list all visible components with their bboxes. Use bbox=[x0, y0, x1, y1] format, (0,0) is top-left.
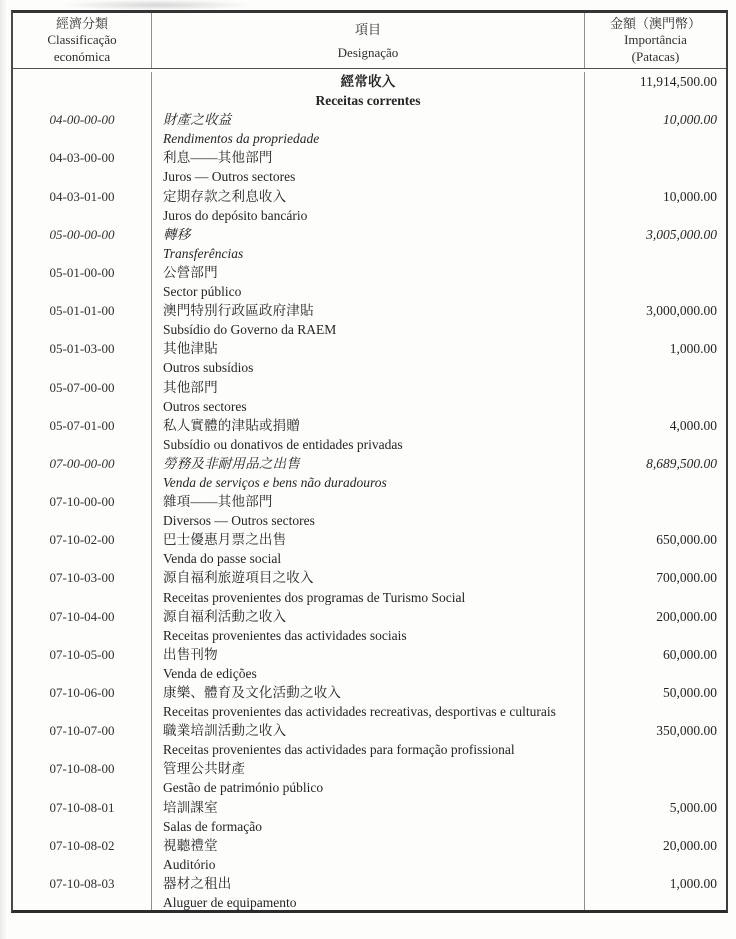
row-amount-cell bbox=[585, 148, 726, 186]
row-amount: 4,000.00 bbox=[669, 417, 717, 433]
row-code: 07-10-00-00 bbox=[49, 494, 115, 510]
row-amount bbox=[585, 759, 717, 778]
row-amount: 200,000.00 bbox=[656, 608, 717, 624]
table-row bbox=[13, 187, 726, 225]
row-amount-cell bbox=[585, 607, 726, 645]
section-title-pt: Receitas correntes bbox=[315, 93, 421, 109]
row-code-cell bbox=[13, 416, 152, 454]
row-designation-pt: Transferências bbox=[163, 245, 244, 261]
row-designation-zh: 財產之收益 bbox=[163, 112, 232, 128]
row-designation-zh: 轉移 bbox=[163, 226, 191, 242]
header-col2-line1: 項目 bbox=[354, 21, 381, 37]
row-code: 05-07-00-00 bbox=[49, 379, 115, 395]
row-designation-cell bbox=[152, 683, 585, 721]
row-designation-zh: 勞務及非耐用品之出售 bbox=[163, 455, 300, 471]
row-amount: 5,000.00 bbox=[669, 799, 717, 815]
table-row bbox=[13, 874, 726, 910]
row-designation-zh: 培訓課室 bbox=[163, 799, 218, 815]
row-designation-zh: 視聽禮堂 bbox=[163, 837, 218, 853]
row-designation-cell bbox=[152, 874, 585, 910]
table-row bbox=[13, 416, 726, 454]
row-amount: 1,000.00 bbox=[669, 875, 717, 891]
row-code-cell bbox=[13, 759, 152, 797]
row-amount: 60,000.00 bbox=[663, 646, 717, 662]
row-code-cell bbox=[13, 607, 152, 645]
row-code: 07-10-08-01 bbox=[49, 799, 115, 815]
row-designation-cell bbox=[152, 148, 585, 186]
header-col1-line2: Classificação bbox=[47, 32, 117, 48]
row-amount: 10,000.00 bbox=[663, 112, 717, 128]
row-code-cell bbox=[13, 683, 152, 721]
row-code-cell bbox=[13, 568, 152, 606]
row-designation-zh: 職業培訓活動之收入 bbox=[163, 723, 287, 739]
row-designation-pt: Receitas provenientes dos programas de Turismo Social bbox=[163, 589, 466, 605]
row-designation-pt: Receitas provenientes das actividades para formação profissional bbox=[163, 742, 515, 758]
header-designation bbox=[152, 13, 585, 68]
row-code: 05-00-00-00 bbox=[49, 226, 115, 242]
row-designation-pt: Juros — Outros sectores bbox=[163, 169, 296, 185]
row-code: 05-01-03-00 bbox=[49, 341, 115, 357]
row-code: 05-01-01-00 bbox=[49, 303, 115, 319]
row-designation-cell bbox=[152, 492, 585, 530]
row-designation-zh: 出售刊物 bbox=[163, 646, 218, 662]
row-code: 05-01-00-00 bbox=[49, 264, 115, 280]
table-row bbox=[13, 607, 726, 645]
row-designation-cell bbox=[152, 187, 585, 225]
section-designation-cell bbox=[152, 72, 585, 110]
row-designation-pt: Gestão de património público bbox=[163, 780, 324, 796]
row-designation-cell bbox=[152, 301, 585, 339]
row-designation-zh: 源自福利旅遊項目之收入 bbox=[163, 570, 314, 586]
row-amount-cell bbox=[585, 492, 726, 530]
row-designation-pt: Outros sectores bbox=[163, 398, 247, 414]
header-col3-line1: 金額（澳門幣） bbox=[609, 15, 701, 31]
row-designation-zh: 康樂、體育及文化活動之收入 bbox=[163, 685, 342, 700]
table-row bbox=[13, 568, 726, 606]
row-designation-zh: 澳門特別行政區政府津貼 bbox=[163, 303, 314, 319]
row-designation-pt: Venda de serviços e bens não duradouros bbox=[163, 474, 387, 490]
row-amount bbox=[585, 263, 717, 282]
row-designation-pt: Juros do depósito bancário bbox=[163, 207, 308, 223]
row-designation-cell bbox=[152, 568, 585, 606]
row-amount: 650,000.00 bbox=[656, 532, 717, 548]
row-amount-cell bbox=[585, 798, 726, 836]
row-amount-cell bbox=[585, 568, 726, 606]
row-code-cell bbox=[13, 874, 152, 910]
table-row bbox=[13, 454, 726, 492]
table-row bbox=[13, 530, 726, 568]
row-amount bbox=[585, 148, 717, 167]
row-code: 07-00-00-00 bbox=[49, 455, 115, 471]
row-amount-cell bbox=[585, 110, 726, 148]
row-amount-cell bbox=[585, 339, 726, 377]
row-designation-cell bbox=[152, 645, 585, 683]
row-amount: 3,000,000.00 bbox=[646, 303, 717, 319]
table-row bbox=[13, 492, 726, 530]
row-code: 04-03-01-00 bbox=[49, 188, 115, 204]
row-designation-zh: 管理公共財產 bbox=[163, 761, 246, 777]
row-code: 07-10-08-03 bbox=[49, 875, 115, 891]
row-amount-cell bbox=[585, 378, 726, 416]
row-code: 07-10-03-00 bbox=[49, 570, 115, 586]
row-designation-pt: Venda do passe social bbox=[163, 551, 282, 567]
row-designation-cell bbox=[152, 263, 585, 301]
table-body bbox=[13, 69, 726, 910]
row-code-cell bbox=[13, 836, 152, 874]
row-amount-cell bbox=[585, 759, 726, 797]
row-code: 07-10-06-00 bbox=[49, 685, 115, 700]
row-designation-pt: Diversos — Outros sectores bbox=[163, 513, 315, 529]
table-row bbox=[13, 263, 726, 301]
table-row bbox=[13, 339, 726, 377]
row-designation-cell bbox=[152, 721, 585, 759]
row-amount-cell bbox=[585, 721, 726, 759]
table-header bbox=[13, 13, 726, 69]
row-designation-zh: 其他部門 bbox=[163, 379, 218, 395]
row-designation-zh: 公營部門 bbox=[163, 264, 218, 280]
section-amount-cell bbox=[585, 72, 726, 110]
header-economic-classification bbox=[13, 13, 152, 68]
row-designation-zh: 巴士優惠月票之出售 bbox=[163, 532, 287, 548]
row-code-cell bbox=[13, 378, 152, 416]
header-col3-line3: (Patacas) bbox=[631, 48, 680, 64]
row-designation-cell bbox=[152, 454, 585, 492]
row-designation-pt: Receitas provenientes das actividades recreativas, desportivas e culturais bbox=[163, 704, 556, 720]
row-code-cell bbox=[13, 492, 152, 530]
table-row bbox=[13, 148, 726, 186]
row-code-cell bbox=[13, 225, 152, 263]
table-row bbox=[13, 225, 726, 263]
section-amount: 11,914,500.00 bbox=[639, 74, 717, 89]
row-designation-zh: 私人實體的津貼或捐贈 bbox=[163, 417, 300, 433]
row-code-cell bbox=[13, 187, 152, 225]
row-code-cell bbox=[13, 645, 152, 683]
row-code: 07-10-05-00 bbox=[49, 646, 115, 662]
row-designation-cell bbox=[152, 759, 585, 797]
row-code-cell bbox=[13, 721, 152, 759]
row-designation-pt: Subsídio do Governo da RAEM bbox=[163, 322, 337, 338]
row-designation-cell bbox=[152, 110, 585, 148]
row-designation-zh: 其他津貼 bbox=[163, 341, 218, 357]
row-code-cell bbox=[13, 798, 152, 836]
row-amount bbox=[585, 378, 717, 397]
row-code: 04-00-00-00 bbox=[49, 112, 115, 128]
table-row bbox=[13, 110, 726, 148]
row-code-cell bbox=[13, 148, 152, 186]
row-designation-cell bbox=[152, 339, 585, 377]
row-code: 05-07-01-00 bbox=[49, 417, 115, 433]
row-amount: 8,689,500.00 bbox=[646, 455, 717, 471]
row-amount: 1,000.00 bbox=[669, 341, 717, 357]
row-designation-pt: Salas de formação bbox=[163, 818, 262, 834]
header-col2-line2: Designação bbox=[337, 44, 399, 60]
row-amount-cell bbox=[585, 683, 726, 721]
row-code: 04-03-00-00 bbox=[49, 150, 115, 166]
table-row bbox=[13, 683, 726, 721]
row-designation-zh: 雜項——其他部門 bbox=[163, 494, 273, 510]
row-designation-zh: 利息——其他部門 bbox=[163, 150, 273, 166]
row-amount: 50,000.00 bbox=[663, 685, 717, 700]
section-title-row bbox=[13, 72, 726, 110]
row-code: 07-10-04-00 bbox=[49, 608, 115, 624]
row-designation-cell bbox=[152, 378, 585, 416]
row-amount: 20,000.00 bbox=[663, 837, 717, 853]
table-row bbox=[13, 645, 726, 683]
row-amount: 700,000.00 bbox=[656, 570, 717, 586]
row-amount: 350,000.00 bbox=[656, 723, 717, 739]
row-code-cell bbox=[13, 301, 152, 339]
table-row bbox=[13, 759, 726, 797]
row-code-cell bbox=[13, 454, 152, 492]
row-code: 07-10-08-00 bbox=[49, 761, 115, 777]
row-amount: 3,005,000.00 bbox=[646, 226, 717, 242]
row-code-cell bbox=[13, 263, 152, 301]
row-designation-cell bbox=[152, 530, 585, 568]
row-designation-pt: Subsídio ou donativos de entidades privadas bbox=[163, 436, 403, 452]
row-designation-cell bbox=[152, 225, 585, 263]
row-amount-cell bbox=[585, 416, 726, 454]
row-designation-zh: 源自福利活動之收入 bbox=[163, 608, 287, 624]
table-row bbox=[13, 378, 726, 416]
table-row bbox=[13, 721, 726, 759]
row-designation-cell bbox=[152, 416, 585, 454]
row-amount-cell bbox=[585, 225, 726, 263]
header-amount bbox=[585, 13, 726, 68]
row-designation-pt: Aluguer de equipamento bbox=[163, 895, 297, 910]
row-code: 07-10-02-00 bbox=[49, 532, 115, 548]
row-amount-cell bbox=[585, 263, 726, 301]
row-designation-zh: 器材之租出 bbox=[163, 875, 232, 891]
table-row bbox=[13, 836, 726, 874]
row-code-cell bbox=[13, 530, 152, 568]
row-code: 07-10-07-00 bbox=[49, 723, 115, 739]
row-designation-cell bbox=[152, 836, 585, 874]
table-row bbox=[13, 798, 726, 836]
row-code: 07-10-08-02 bbox=[49, 837, 115, 853]
section-title-zh: 經常收入 bbox=[340, 74, 396, 89]
row-amount-cell bbox=[585, 645, 726, 683]
row-designation-pt: Rendimentos da propriedade bbox=[163, 131, 320, 147]
header-col1-line1: 經濟分類 bbox=[55, 15, 108, 31]
row-code-cell bbox=[13, 110, 152, 148]
section-code-cell bbox=[13, 72, 152, 110]
row-designation-zh: 定期存款之利息收入 bbox=[163, 188, 287, 204]
row-amount-cell bbox=[585, 454, 726, 492]
row-designation-pt: Auditório bbox=[163, 856, 216, 872]
row-amount-cell bbox=[585, 187, 726, 225]
row-designation-pt: Venda de edições bbox=[163, 665, 257, 681]
table-row bbox=[13, 301, 726, 339]
row-designation-pt: Receitas provenientes das actividades sociais bbox=[163, 627, 407, 643]
row-designation-cell bbox=[152, 607, 585, 645]
row-amount-cell bbox=[585, 874, 726, 910]
row-amount: 10,000.00 bbox=[663, 188, 717, 204]
row-amount-cell bbox=[585, 301, 726, 339]
row-amount-cell bbox=[585, 530, 726, 568]
header-col1-line3: económica bbox=[53, 48, 111, 64]
scan-smudge-artifact bbox=[62, 0, 252, 10]
row-designation-cell bbox=[152, 798, 585, 836]
budget-table bbox=[11, 10, 728, 913]
row-designation-pt: Sector público bbox=[163, 284, 242, 300]
row-amount-cell bbox=[585, 836, 726, 874]
header-col3-line2: Importância bbox=[624, 32, 687, 48]
scan-edge-shadow bbox=[0, 0, 7, 939]
row-designation-pt: Outros subsídios bbox=[163, 360, 254, 376]
row-amount bbox=[585, 492, 717, 511]
row-code-cell bbox=[13, 339, 152, 377]
